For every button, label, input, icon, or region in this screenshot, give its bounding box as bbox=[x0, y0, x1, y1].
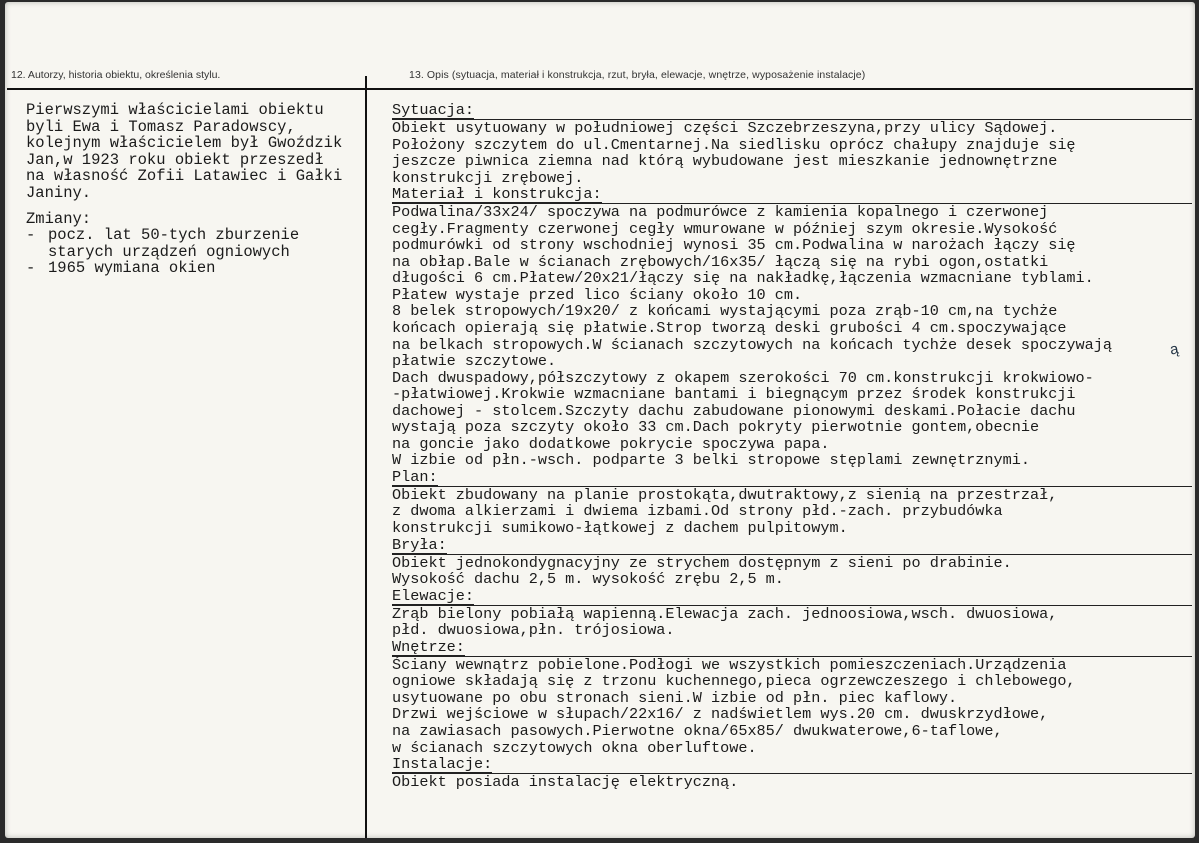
changes-heading: Zmiany: bbox=[26, 209, 92, 228]
description-line: W izbie od płn.-wsch. podparte 3 belki stropowe stęplami zewnętrznymi. bbox=[392, 451, 1030, 470]
description-column bbox=[392, 102, 1192, 791]
right-column-header: 13. Opis (sytuacja, materiał i konstrukcja, rzut, bryła, elewacje, wnętrze, wyposażenie instalacje) bbox=[409, 69, 866, 81]
description-line: konstrukcji zrębowej. bbox=[392, 168, 584, 187]
description-line: ogniowe składają się z trzonu kuchennego,pieca ogrzewczeszego i chlebowego, bbox=[392, 672, 1076, 691]
change-item bbox=[26, 260, 361, 277]
change-text: starych urządzeń ogniowych bbox=[48, 242, 290, 261]
description-line: dachowej - stolcem.Szczyty dachu zabudowane pionowymi deskami.Połacie dachu bbox=[392, 401, 1076, 420]
column-divider bbox=[365, 76, 367, 838]
description-line: płd. dwuosiowa,płn. trójosiowa. bbox=[392, 621, 675, 640]
authors-history-column bbox=[26, 102, 361, 277]
document-sheet bbox=[5, 2, 1195, 838]
section-heading-row bbox=[392, 186, 1192, 203]
description-line: w ścianach szczytowych okna oberluftowe. bbox=[392, 738, 757, 757]
description-line: Położony szczytem do ul.Cmentarnej.Na siedlisku oprócz chałupy znajduje się bbox=[392, 135, 1076, 154]
description-line: Płatew wystaje przed lico ściany około 10 cm. bbox=[392, 285, 803, 304]
description-line: konstrukcji sumikowo-łątkowej z dachem pulpitowym. bbox=[392, 519, 848, 538]
description-line: usytuowane po obu stronach sieni.W izbie od płn. piec kaflowy. bbox=[392, 688, 958, 707]
description-line: końcach opierają się płatwie.Strop tworzą deski grubości 4 cm.spoczywające bbox=[392, 319, 1067, 338]
history-line: Pierwszymi właścicielami obiektu bbox=[26, 101, 324, 119]
description-line: Obiekt usytuowany w południowej części Szczebrzeszyna,przy ulicy Sądowej. bbox=[392, 119, 1192, 137]
section-heading: Elewacje: bbox=[392, 586, 475, 605]
description-line: na zawiasach pasowych.Pierwotne okna/65x85/ dwukwaterowe,6-taflowe, bbox=[392, 721, 1003, 740]
change-item bbox=[26, 227, 361, 244]
change-text: pocz. lat 50-tych zburzenie bbox=[48, 226, 300, 245]
list-dash: - bbox=[26, 226, 36, 245]
description-line: cegły.Fragmenty czerwonej cegły wmurowane w później szym okresie.Wysokość bbox=[392, 219, 1058, 238]
section-heading-row bbox=[392, 469, 1192, 486]
description-line: z dwoma alkierzami i dwiema izbami.Od strony płd.-zach. przybudówka bbox=[392, 502, 1003, 521]
change-text: 1965 wymiana okien bbox=[48, 259, 216, 278]
history-line: na własność Zofii Latawiec i Gałki bbox=[26, 167, 343, 186]
description-line: Obiekt jednokondygnacyjny ze strychem dostępnym z sieni po drabinie. bbox=[392, 554, 1192, 572]
history-line: byli Ewa i Tomasz Paradowscy, bbox=[26, 117, 296, 136]
description-line: na belkach stropowych.W ścianach szczytowych na końcach tychże desek spoczywają bbox=[392, 335, 1113, 354]
section-heading-row bbox=[392, 588, 1192, 605]
description-line: Wysokość dachu 2,5 m. wysokość zrębu 2,5 m. bbox=[392, 570, 784, 589]
description-line: płatwie szczytowe. bbox=[392, 352, 557, 371]
description-line: długości 6 cm.Płatew/20x21/łączy się na nakładkę,łączenia wzmacniane tyblami. bbox=[392, 269, 1094, 288]
section-heading-row bbox=[392, 537, 1192, 554]
description-line: Obiekt posiada instalację elektryczną. bbox=[392, 773, 1192, 791]
header-divider bbox=[7, 88, 1193, 90]
description-line: Drzwi wejściowe w słupach/22x16/ z nadświetlem wys.20 cm. dwuskrzydłowe, bbox=[392, 705, 1049, 724]
section-heading-row bbox=[392, 756, 1192, 773]
handwritten-mark: ą bbox=[1168, 340, 1180, 359]
description-line: na goncie jako dodatkowe pokrycie spoczywa papa. bbox=[392, 434, 830, 453]
description-line: Zrąb bielony pobiałą wapienną.Elewacja zach. jednoosiowa,wsch. dwuosiowa, bbox=[392, 605, 1192, 623]
description-line: 8 belek stropowych/19x20/ z końcami wystającymi poza zrąb-10 cm,na tychże bbox=[392, 302, 1058, 321]
description-line: Ściany wewnątrz pobielone.Podłogi we wszystkich pomieszczeniach.Urządzenia bbox=[392, 656, 1192, 674]
history-line: Janiny. bbox=[26, 183, 92, 202]
left-column-header: 12. Autorzy, historia obiektu, określenia stylu. bbox=[11, 69, 221, 81]
section-heading: Materiał i konstrukcja: bbox=[392, 185, 602, 204]
description-line: podmurówki od strony wschodniej wynosi 35 cm.Podwalina w narożach łączy się bbox=[392, 236, 1076, 255]
description-line: Obiekt zbudowany na planie prostokąta,dwutraktowy,z sienią na przestrzał, bbox=[392, 486, 1192, 504]
description-line: -płatwiowej.Krokwie wzmacniane bantami i biegnącym przez środek konstrukcji bbox=[392, 385, 1076, 404]
description-line: Podwalina/33x24/ spoczywa na podmurówce z kamienia kopalnego i czerwonej bbox=[392, 203, 1192, 221]
section-heading: Sytuacja: bbox=[392, 101, 475, 119]
history-line: Jan,w 1923 roku obiekt przeszedł bbox=[26, 150, 324, 169]
section-heading-row bbox=[392, 639, 1192, 656]
description-line: Dach dwuspadowy,półszczytowy z okapem szerokości 70 cm.konstrukcji krokwiowo- bbox=[392, 368, 1094, 387]
section-heading: Plan: bbox=[392, 467, 438, 486]
list-dash: - bbox=[26, 259, 36, 278]
section-heading-row bbox=[392, 102, 1192, 119]
description-line: jeszcze piwnica ziemna nad którą wybudowane jest mieszkanie jednownętrzne bbox=[392, 152, 1058, 171]
section-heading: Bryła: bbox=[392, 535, 447, 554]
section-heading: Wnętrze: bbox=[392, 637, 465, 656]
section-heading: Instalacje: bbox=[392, 755, 493, 774]
description-line: na obłap.Bale w ścianach zrębowych/16x35/ łączą się na rybi ogon,ostatki bbox=[392, 252, 1049, 271]
history-line: kolejnym właścicielem był Gwoździk bbox=[26, 134, 343, 153]
description-line: wystają poza szczyty około 33 cm.Dach pokryty pierwotnie gontem,obecnie bbox=[392, 418, 1040, 437]
